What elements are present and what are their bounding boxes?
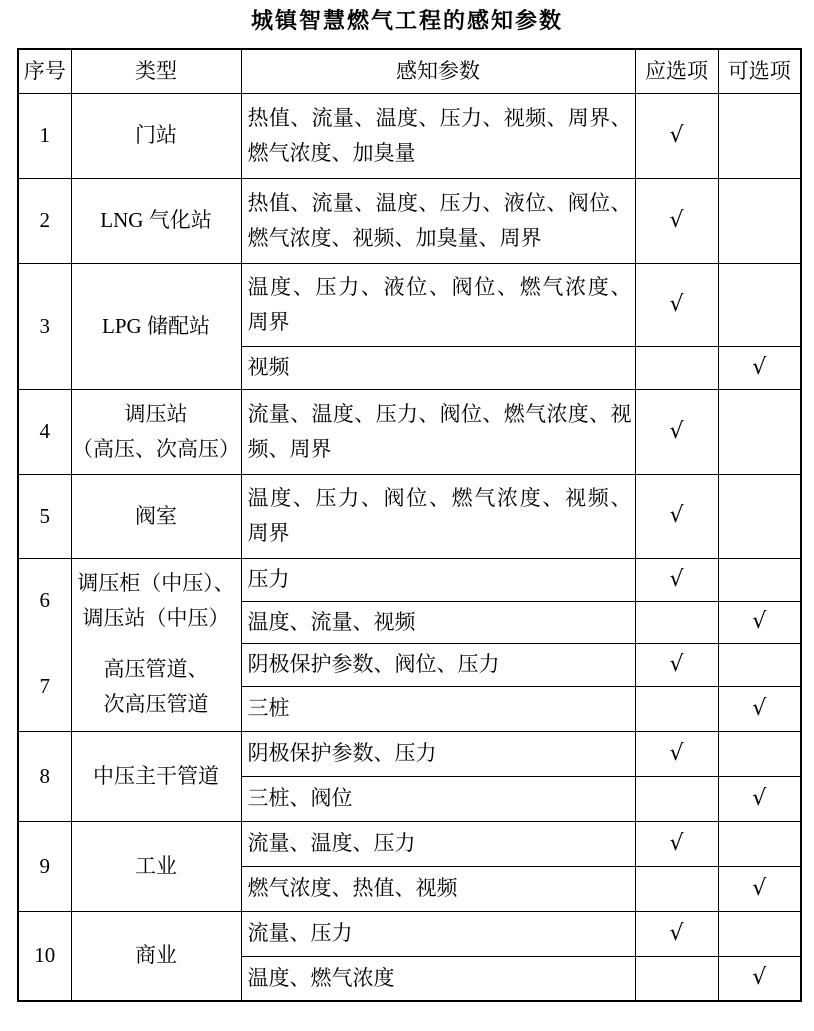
required-cell bbox=[635, 866, 718, 911]
check-mark: √ bbox=[752, 875, 767, 901]
params-cell bbox=[241, 866, 635, 911]
type-line: 工业 bbox=[135, 853, 177, 878]
check-mark: √ bbox=[669, 566, 684, 592]
index-cell bbox=[18, 93, 71, 178]
header-row bbox=[18, 49, 801, 93]
header-optional: 可选项 bbox=[718, 49, 801, 93]
param-line: 热值、流量、温度、压力、液位、阀位、 bbox=[247, 190, 632, 215]
check-mark: √ bbox=[669, 207, 684, 233]
check-mark: √ bbox=[669, 122, 684, 148]
type-line: 调压柜（中压）、 bbox=[77, 570, 235, 595]
param-line: 阴极保护参数、阀位、压力 bbox=[247, 652, 500, 676]
index-cell bbox=[18, 178, 71, 263]
type-cell bbox=[71, 911, 241, 1001]
param-line: 燃气浓度、加臭量 bbox=[247, 140, 416, 165]
param-line: 燃气浓度、热值、视频 bbox=[247, 876, 458, 900]
params-cell bbox=[241, 821, 635, 866]
index-cell bbox=[18, 643, 71, 731]
optional-cell bbox=[718, 601, 801, 643]
optional-cell bbox=[718, 93, 801, 178]
params-cell bbox=[241, 178, 635, 263]
row-index: 6 bbox=[39, 588, 50, 613]
optional-cell bbox=[718, 558, 801, 601]
type-cell bbox=[71, 93, 241, 178]
header-params: 感知参数 bbox=[241, 49, 635, 93]
param-line: 周界 bbox=[247, 521, 290, 545]
optional-cell bbox=[718, 866, 801, 911]
param-line: 热值、流量、温度、压力、视频、周界、 bbox=[247, 105, 632, 130]
params-cell bbox=[241, 346, 635, 389]
params-cell bbox=[241, 956, 635, 1001]
required-cell bbox=[635, 731, 718, 776]
params-cell bbox=[241, 263, 635, 346]
params-cell bbox=[241, 474, 635, 558]
optional-cell bbox=[718, 389, 801, 474]
check-mark: √ bbox=[669, 740, 684, 766]
type-line: LNG 气化站 bbox=[100, 208, 212, 232]
type-cell bbox=[71, 731, 241, 821]
optional-cell bbox=[718, 731, 801, 776]
type-line: 高压管道、 bbox=[103, 656, 209, 681]
required-cell bbox=[635, 558, 718, 601]
optional-cell bbox=[718, 178, 801, 263]
header-type: 类型 bbox=[71, 49, 241, 93]
table-row bbox=[18, 731, 801, 776]
required-cell bbox=[635, 956, 718, 1001]
table-row bbox=[18, 911, 801, 956]
row-index: 4 bbox=[39, 419, 50, 443]
table-row bbox=[18, 643, 801, 686]
optional-cell bbox=[718, 821, 801, 866]
params-cell bbox=[241, 686, 635, 731]
type-cell bbox=[71, 643, 241, 731]
params-cell bbox=[241, 389, 635, 474]
required-cell bbox=[635, 643, 718, 686]
params-cell bbox=[241, 601, 635, 643]
param-line: 视频 bbox=[247, 355, 290, 379]
required-cell bbox=[635, 389, 718, 474]
table-row bbox=[18, 558, 801, 601]
param-line: 频、周界 bbox=[247, 436, 332, 461]
optional-cell bbox=[718, 776, 801, 821]
params-cell bbox=[241, 93, 635, 178]
type-line: 调压站（中压） bbox=[82, 605, 230, 630]
param-line: 温度、燃气浓度 bbox=[247, 965, 395, 990]
param-line: 阴极保护参数、压力 bbox=[247, 741, 437, 765]
param-line: 温度、压力、阀位、燃气浓度、视频、 bbox=[247, 486, 632, 510]
row-index: 3 bbox=[39, 313, 50, 338]
index-cell bbox=[18, 821, 71, 911]
required-cell bbox=[635, 601, 718, 643]
type-line: 阀室 bbox=[135, 503, 177, 528]
check-mark: √ bbox=[669, 418, 684, 444]
table-row bbox=[18, 178, 801, 263]
param-line: 流量、压力 bbox=[247, 921, 353, 945]
optional-cell bbox=[718, 956, 801, 1001]
optional-cell bbox=[718, 911, 801, 956]
check-mark: √ bbox=[669, 291, 684, 317]
type-line: LPG 储配站 bbox=[102, 313, 210, 338]
type-line: 中压主干管道 bbox=[93, 763, 219, 788]
optional-cell bbox=[718, 346, 801, 389]
required-cell bbox=[635, 178, 718, 263]
required-cell bbox=[635, 346, 718, 389]
index-cell bbox=[18, 911, 71, 1001]
optional-cell bbox=[718, 263, 801, 346]
table-row bbox=[18, 821, 801, 866]
index-cell bbox=[18, 263, 71, 389]
param-line: 压力 bbox=[247, 567, 290, 591]
row-index: 9 bbox=[39, 853, 50, 878]
required-cell bbox=[635, 821, 718, 866]
table-row bbox=[18, 93, 801, 178]
row-index: 7 bbox=[39, 674, 50, 699]
type-cell bbox=[71, 389, 241, 474]
check-mark: √ bbox=[752, 785, 767, 811]
check-mark: √ bbox=[669, 920, 684, 946]
row-index: 2 bbox=[39, 208, 50, 232]
param-line: 三桩、阀位 bbox=[247, 786, 353, 810]
table-header bbox=[18, 49, 801, 93]
table-body bbox=[18, 93, 801, 1001]
row-index: 10 bbox=[34, 943, 56, 968]
index-cell bbox=[18, 474, 71, 558]
type-line: （高压、次高压） bbox=[72, 436, 240, 461]
type-cell bbox=[71, 558, 241, 643]
param-line: 流量、温度、压力、阀位、燃气浓度、视 bbox=[247, 401, 632, 426]
row-index: 1 bbox=[39, 123, 50, 147]
type-cell bbox=[71, 474, 241, 558]
type-cell bbox=[71, 821, 241, 911]
table-row bbox=[18, 474, 801, 558]
check-mark: √ bbox=[752, 609, 767, 634]
optional-cell bbox=[718, 643, 801, 686]
params-cell bbox=[241, 776, 635, 821]
param-line: 温度、压力、液位、阀位、燃气浓度、 bbox=[247, 274, 632, 299]
check-mark: √ bbox=[752, 354, 767, 380]
type-line: 次高压管道 bbox=[103, 691, 209, 716]
params-cell bbox=[241, 643, 635, 686]
required-cell bbox=[635, 263, 718, 346]
param-line: 流量、温度、压力 bbox=[247, 831, 416, 855]
header-required: 应选项 bbox=[635, 49, 718, 93]
required-cell bbox=[635, 911, 718, 956]
check-mark: √ bbox=[752, 965, 767, 991]
param-line: 温度、流量、视频 bbox=[247, 609, 416, 634]
type-cell bbox=[71, 263, 241, 389]
index-cell bbox=[18, 558, 71, 643]
params-cell bbox=[241, 911, 635, 956]
row-index: 5 bbox=[39, 503, 50, 528]
required-cell bbox=[635, 93, 718, 178]
optional-cell bbox=[718, 686, 801, 731]
param-line: 周界 bbox=[247, 309, 290, 334]
type-line: 调压站 bbox=[124, 401, 188, 426]
table-row bbox=[18, 263, 801, 346]
type-line: 门站 bbox=[135, 123, 177, 147]
required-cell bbox=[635, 686, 718, 731]
check-mark: √ bbox=[669, 503, 684, 528]
required-cell bbox=[635, 776, 718, 821]
required-cell bbox=[635, 474, 718, 558]
check-mark: √ bbox=[669, 651, 684, 677]
check-mark: √ bbox=[669, 830, 684, 856]
param-line: 燃气浓度、视频、加臭量、周界 bbox=[247, 225, 542, 250]
type-cell bbox=[71, 178, 241, 263]
table-row bbox=[18, 389, 801, 474]
optional-cell bbox=[718, 474, 801, 558]
row-index: 8 bbox=[39, 763, 50, 788]
header-index: 序号 bbox=[18, 49, 71, 93]
param-line: 三桩 bbox=[247, 696, 290, 720]
params-cell bbox=[241, 731, 635, 776]
index-cell bbox=[18, 389, 71, 474]
index-cell bbox=[18, 731, 71, 821]
type-line: 商业 bbox=[135, 943, 177, 968]
table-title: 城镇智慧燃气工程的感知参数 bbox=[250, 9, 563, 34]
check-mark: √ bbox=[752, 695, 767, 721]
sensing-parameter-table bbox=[17, 48, 802, 1002]
params-cell bbox=[241, 558, 635, 601]
